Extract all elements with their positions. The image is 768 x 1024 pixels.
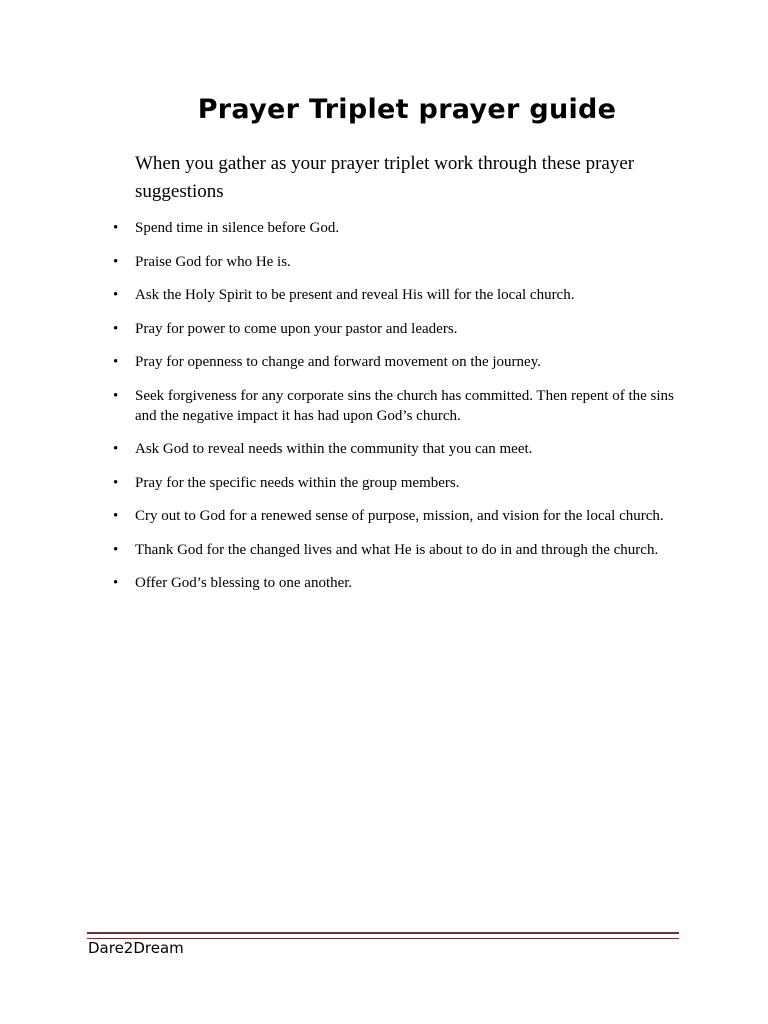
list-item <box>113 285 693 305</box>
bullet-icon: • <box>113 575 119 591</box>
list-item <box>113 252 693 272</box>
list-item <box>113 473 693 493</box>
list-item-text: Thank God for the changed lives and what He is about to do in and through the church. <box>135 541 659 558</box>
list-item-text: Pray for power to come upon your pastor and leaders. <box>135 320 458 337</box>
bullet-icon: • <box>113 253 119 270</box>
list-item <box>113 573 693 593</box>
bullet-icon: • <box>113 441 119 457</box>
list-item-text: Ask the Holy Spirit to be present and reveal His will for the local church. <box>135 287 575 303</box>
list-item-text: Ask God to reveal needs within the community that you can meet. <box>135 441 533 457</box>
list-item <box>113 352 693 372</box>
list-item-text: Pray for openness to change and forward movement on the journey. <box>135 354 541 370</box>
page-title: Prayer Triplet prayer guide <box>197 94 617 125</box>
list-item-text: Offer God’s blessing to one another. <box>135 575 353 591</box>
list-item <box>113 540 693 560</box>
list-item-text: Spend time in silence before God. <box>135 220 340 236</box>
list-item <box>113 506 693 526</box>
list-item-text: Praise God for who He is. <box>135 253 291 270</box>
list-item-text: Seek forgiveness for any corporate sins the church has committed. Then repent of the sins and the negative impact it has had upon God’s church. <box>135 387 674 424</box>
bullet-icon: • <box>113 287 119 303</box>
bullet-icon: • <box>113 508 119 524</box>
bullet-icon: • <box>113 354 119 370</box>
bullet-icon: • <box>113 220 119 236</box>
list-item <box>113 218 693 238</box>
list-item-text: Pray for the specific needs within the group members. <box>135 474 460 491</box>
bullet-icon: • <box>113 541 119 558</box>
list-item <box>113 319 693 339</box>
list-item-text: Cry out to God for a renewed sense of purpose, mission, and vision for the local church. <box>135 508 664 524</box>
list-item <box>113 386 693 426</box>
intro-paragraph: When you gather as your prayer triplet work through these prayer suggestions <box>135 153 635 202</box>
bullet-icon: • <box>113 387 119 404</box>
list-item <box>113 439 693 459</box>
footer-divider <box>87 932 679 939</box>
prayer-suggestions-list <box>113 218 693 607</box>
bullet-icon: • <box>113 320 119 337</box>
bullet-icon: • <box>113 474 119 491</box>
footer-brand: Dare2Dream <box>88 939 184 957</box>
